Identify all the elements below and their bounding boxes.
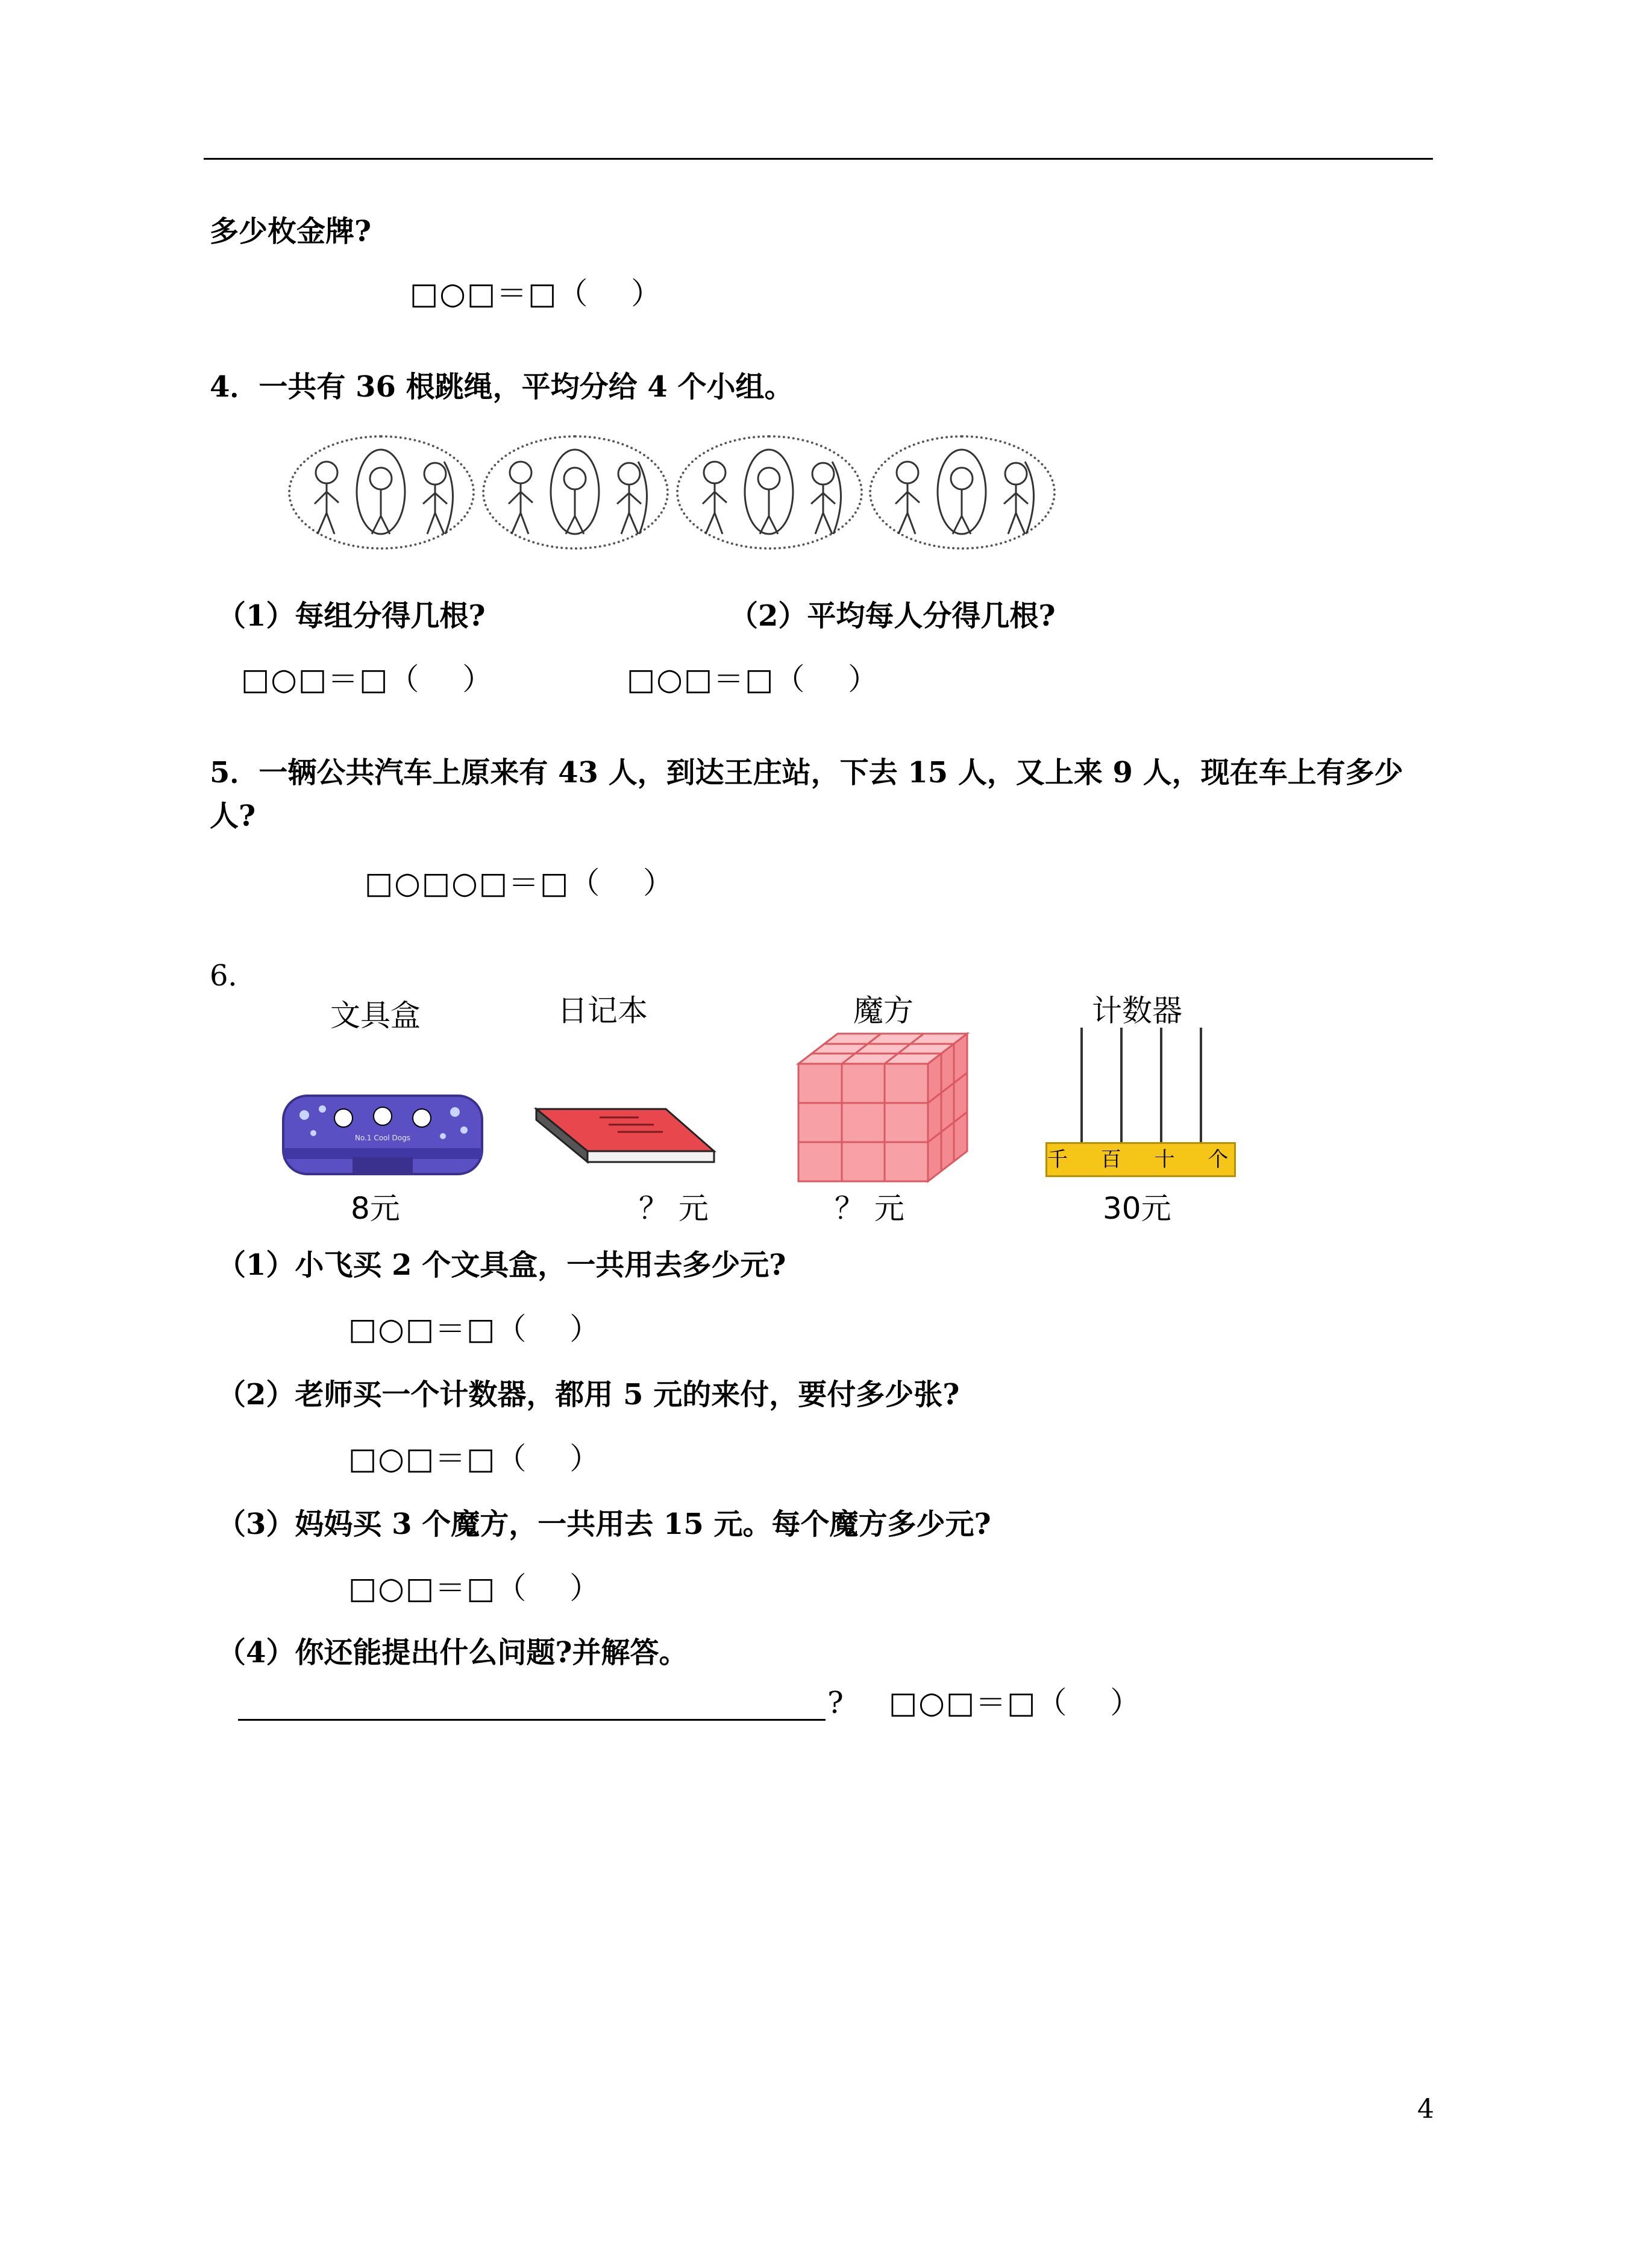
price-abacus: 30元 xyxy=(1103,1191,1171,1226)
answer-blank-line[interactable] xyxy=(238,1719,826,1721)
magic-cube-image xyxy=(795,1031,976,1187)
question-3-continuation: 多少枚金牌? xyxy=(210,215,372,248)
item-name-diary: 日记本 xyxy=(557,993,648,1028)
question-6-sub-3: （3）妈妈买 3 个魔方，一共用去 15 元。每个魔方多少元? xyxy=(217,1507,991,1541)
abacus-image xyxy=(1045,1025,1242,1181)
page-number: 4 xyxy=(1417,2094,1434,2125)
group-oval-3 xyxy=(676,435,863,550)
question-5-text-line-2: 人? xyxy=(210,799,256,833)
children-jumping-rope-icon xyxy=(688,444,856,546)
question-4-sub-2: （2）平均每人分得几根? xyxy=(729,599,1056,633)
question-6-sub-4: （4）你还能提出什么问题?并解答。 xyxy=(217,1636,688,1670)
item-name-abacus: 计数器 xyxy=(1092,993,1182,1028)
abacus-rods-icon xyxy=(1045,1025,1238,1145)
question-6-equation-2[interactable]: □○□＝□（ ） xyxy=(348,1441,601,1476)
question-6-equation-1[interactable]: □○□＝□（ ） xyxy=(348,1311,601,1346)
question-4-equation-2[interactable]: □○□＝□（ ） xyxy=(627,662,880,697)
price-diary: ？ 元 xyxy=(639,1191,709,1226)
question-3-equation[interactable]: □○□＝□（ ） xyxy=(410,276,663,311)
pencil-box-image xyxy=(280,1091,488,1181)
question-4-equation-1[interactable]: □○□＝□（ ） xyxy=(241,662,494,697)
question-6-number: 6． xyxy=(210,959,257,993)
item-name-magic-cube: 魔方 xyxy=(853,993,914,1028)
header-rule xyxy=(204,158,1433,160)
children-jumping-rope-icon xyxy=(880,444,1049,546)
group-oval-4 xyxy=(869,435,1056,550)
children-jumping-rope-icon xyxy=(494,444,662,546)
question-6-sub-2: （2）老师买一个计数器，都用 5 元的来付，要付多少张? xyxy=(217,1378,960,1412)
diary-image xyxy=(533,1103,720,1181)
question-6-sub-1: （1）小飞买 2 个文具盒，一共用去多少元? xyxy=(217,1248,786,1282)
price-pencil-box: 8元 xyxy=(351,1191,400,1226)
question-5-equation[interactable]: □○□○□＝□（ ） xyxy=(365,865,675,900)
question-4-text: 4．一共有 36 根跳绳，平均分给 4 个小组。 xyxy=(210,370,794,404)
group-oval-1 xyxy=(288,435,475,550)
question-6-equation-4[interactable]: □○□＝□（ ） xyxy=(889,1685,1142,1720)
question-5-text-line-1: 5．一辆公共汽车上原来有 43 人，到达王庄站，下去 15 人，又上来 9 人，现在车上有多少 xyxy=(210,756,1403,790)
group-oval-2 xyxy=(482,435,669,550)
question-4-sub-1: （1）每组分得几根? xyxy=(217,599,486,633)
price-magic-cube: ？ 元 xyxy=(835,1191,904,1226)
item-name-pencil-box: 文具盒 xyxy=(330,998,421,1033)
pencil-box-brand-text: No.1 Cool Dogs xyxy=(354,1134,411,1142)
question-6-sub-4-question-mark: ? xyxy=(827,1685,845,1720)
abacus-place-value-labels: 千 百 十 个 xyxy=(1045,1142,1236,1177)
children-jumping-rope-icon xyxy=(299,444,468,546)
question-6-equation-3[interactable]: □○□＝□（ ） xyxy=(348,1571,601,1606)
